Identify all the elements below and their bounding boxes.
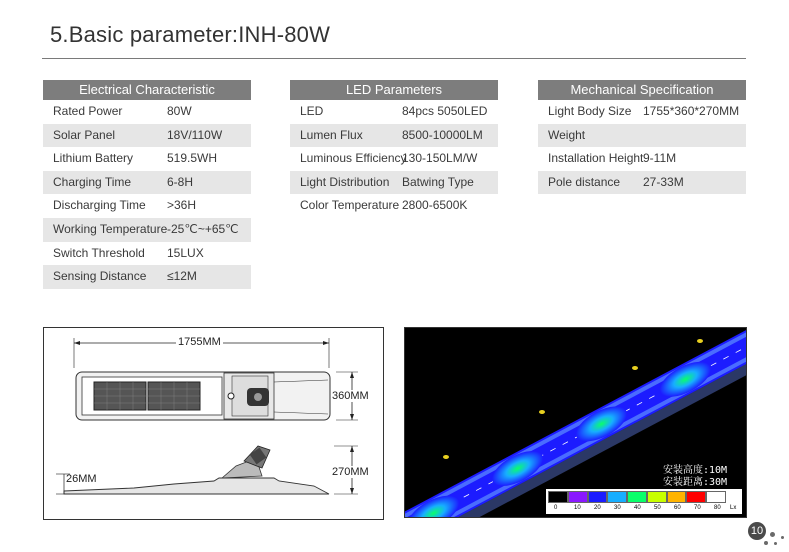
scale-swatch — [686, 491, 706, 503]
mechanical-row-value: 9-11M — [643, 151, 677, 166]
scale-tick-label: 60 — [674, 505, 681, 511]
scale-tick-label: 50 — [654, 505, 661, 511]
electrical-row — [43, 100, 251, 124]
led-row — [290, 147, 498, 171]
electrical-row — [43, 124, 251, 148]
mechanical-row-value: 1755*360*270MM — [643, 104, 740, 118]
electrical-header: Electrical Characteristic — [43, 80, 251, 100]
scale-swatch — [647, 491, 667, 503]
electrical-row-label: Working Temperature — [53, 221, 168, 236]
led-header: LED Parameters — [290, 80, 498, 100]
electrical-row-label: Solar Panel — [53, 127, 116, 142]
scale-tick-label: 80 — [714, 505, 721, 511]
install-distance-label: 安装距离:30M — [663, 477, 728, 488]
mechanical-row-label: Pole distance — [548, 174, 621, 189]
illuminance-legend — [546, 489, 742, 514]
width-dimension-label: 360MM — [332, 390, 369, 402]
mechanical-row-label: Installation Height — [548, 151, 644, 166]
illuminance-simulation — [404, 327, 747, 518]
electrical-row — [43, 171, 251, 195]
mechanical-row — [538, 171, 746, 195]
lamp-drawing-svg — [44, 328, 383, 519]
mechanical-row — [538, 124, 746, 148]
electrical-row-value: 18V/110W — [167, 127, 223, 142]
scale-tick-label: 70 — [694, 505, 701, 511]
scale-swatch — [607, 491, 627, 503]
illuminance-color-scale — [548, 491, 726, 503]
scale-swatch — [706, 491, 726, 503]
height-dimension-label: 270MM — [332, 466, 369, 478]
scale-swatch — [588, 491, 608, 503]
electrical-row-label: Switch Threshold — [53, 245, 145, 260]
mechanical-row-label: Weight — [548, 127, 586, 142]
led-row — [290, 100, 498, 124]
led-row-label: LED — [300, 104, 324, 118]
scale-swatch — [667, 491, 687, 503]
electrical-row-value: 519.5WH — [167, 151, 218, 166]
page-title: 5.Basic parameter:INH-80W — [50, 22, 331, 47]
scale-tick-label: 10 — [574, 505, 581, 511]
led-table — [290, 80, 498, 218]
electrical-row-value: 6-8H — [167, 174, 194, 189]
scale-swatch — [627, 491, 647, 503]
led-row-label: Lumen Flux — [300, 127, 363, 142]
thickness-dimension-label: 26MM — [66, 473, 97, 485]
scale-tick-label: 40 — [634, 505, 641, 511]
illuminance-unit-label: Lx — [730, 505, 737, 511]
dimension-drawing — [43, 327, 384, 520]
led-row-value: Batwing Type — [402, 174, 474, 189]
led-row-label: Luminous Efficiency — [300, 151, 407, 166]
led-row-value: 130-150LM/W — [402, 151, 478, 166]
title-divider — [42, 58, 746, 59]
electrical-row — [43, 265, 251, 289]
electrical-row-label: Sensing Distance — [53, 269, 147, 284]
electrical-row-label: Lithium Battery — [53, 151, 134, 166]
led-row-label: Light Distribution — [300, 174, 390, 189]
electrical-row-label: Rated Power — [53, 104, 123, 118]
scale-tick-label: 30 — [614, 505, 621, 511]
page-number: 10 — [748, 522, 766, 540]
led-row-label: Color Temperature — [300, 198, 400, 213]
scale-swatch — [568, 491, 588, 503]
mechanical-row — [538, 100, 746, 124]
electrical-row-label: Charging Time — [53, 174, 132, 189]
electrical-row — [43, 218, 251, 242]
install-height-label: 安装高度:10M — [663, 465, 728, 476]
electrical-row-label: Discharging Time — [53, 198, 146, 213]
electrical-row — [43, 194, 251, 218]
mechanical-row-label: Light Body Size — [548, 104, 632, 118]
mechanical-table — [538, 80, 746, 194]
electrical-row-value: 80W — [167, 104, 192, 118]
scale-swatch — [548, 491, 568, 503]
led-row — [290, 124, 498, 148]
led-row — [290, 171, 498, 195]
electrical-table — [43, 80, 251, 289]
electrical-row-value: >36H — [167, 198, 197, 213]
electrical-row — [43, 147, 251, 171]
scale-tick-label: 0 — [554, 505, 558, 511]
led-row — [290, 194, 498, 218]
electrical-row-value: 15LUX — [167, 245, 204, 260]
electrical-row-value: ≤12M — [167, 269, 197, 284]
length-dimension-label: 1755MM — [178, 336, 221, 348]
electrical-row — [43, 242, 251, 266]
mechanical-header: Mechanical Specification — [538, 80, 746, 100]
mechanical-row-value: 27-33M — [643, 174, 684, 189]
scale-tick-label: 20 — [594, 505, 601, 511]
led-row-value: 2800-6500K — [402, 198, 468, 213]
electrical-row-value: -25℃~+65℃ — [167, 221, 239, 236]
led-row-value: 8500-10000LM — [402, 127, 483, 142]
led-row-value: 84pcs 5050LED — [402, 104, 488, 118]
mechanical-row — [538, 147, 746, 171]
